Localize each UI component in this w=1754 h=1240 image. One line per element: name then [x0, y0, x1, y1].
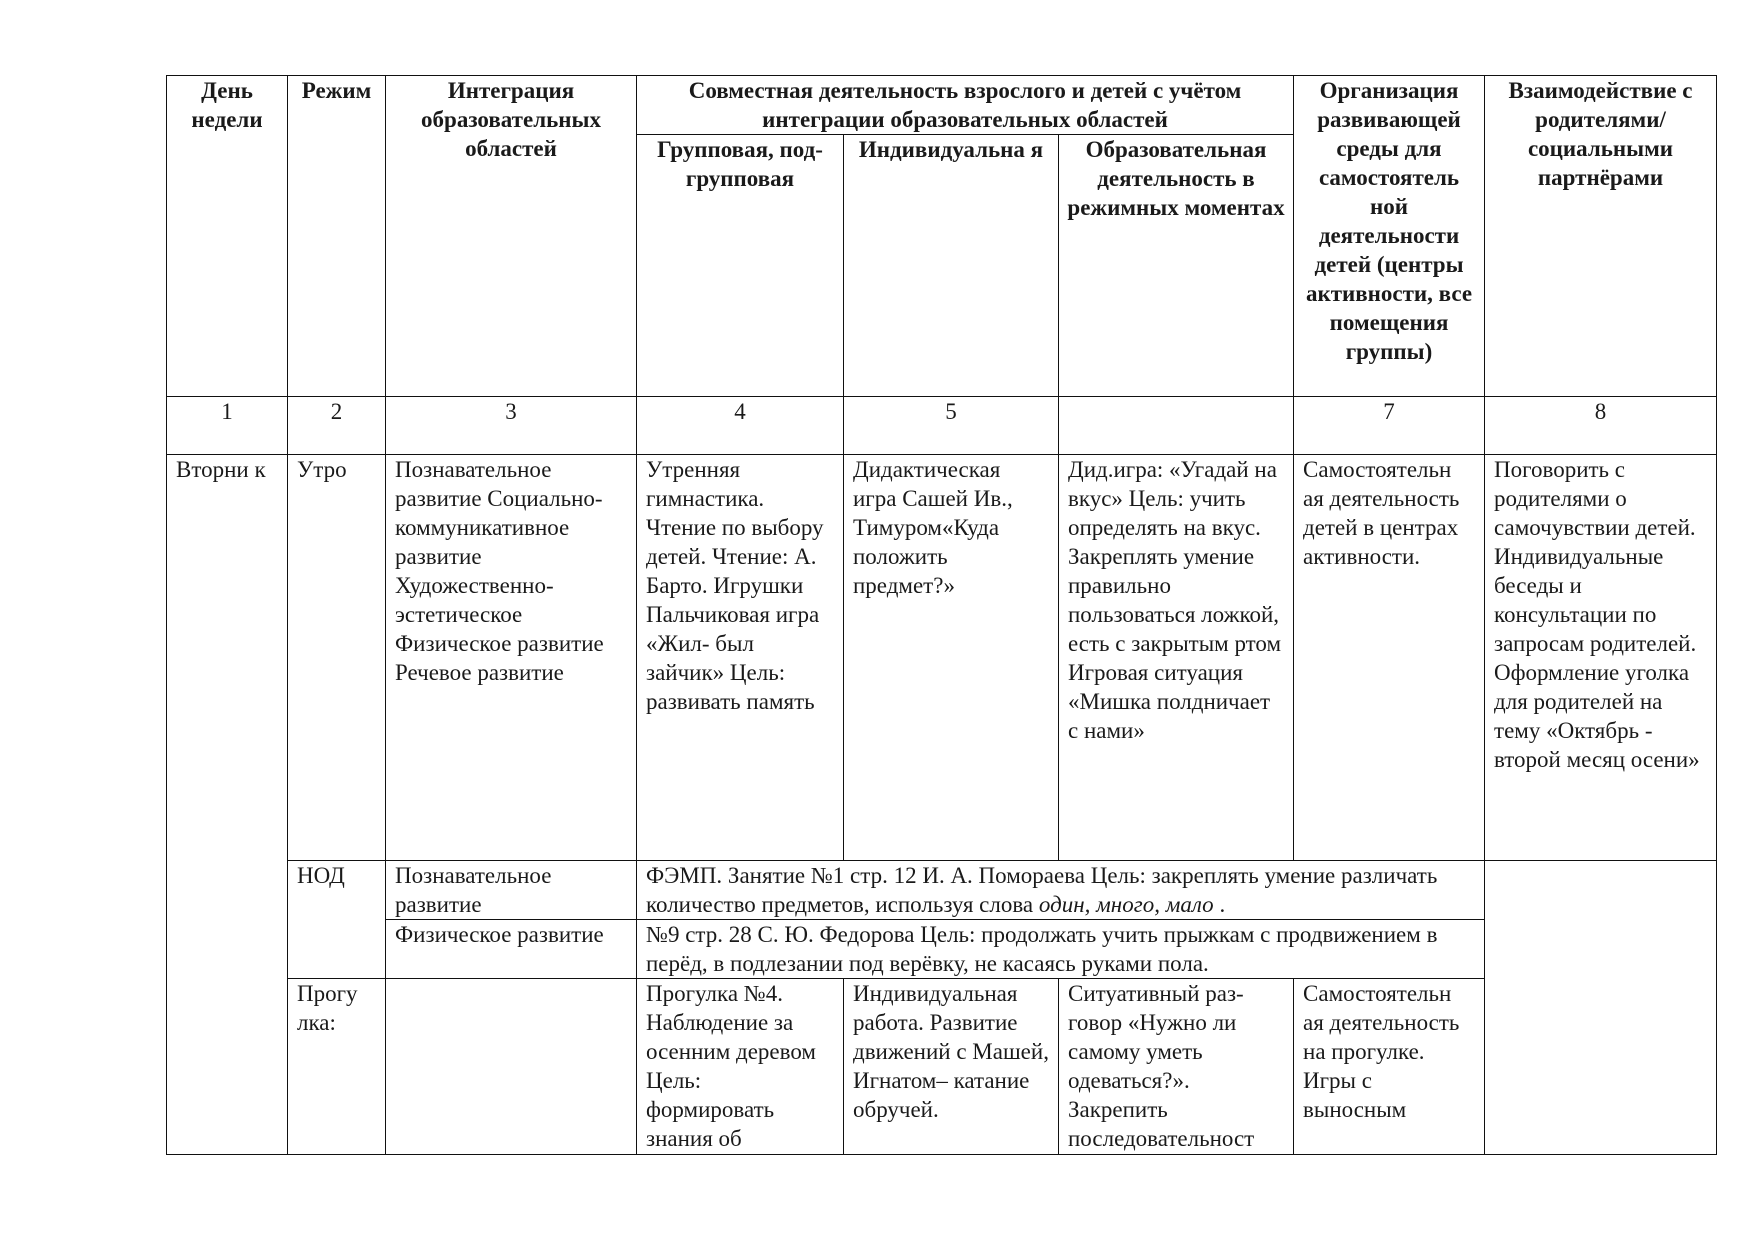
morning-parents: Поговорить с родителями о самочувствии детей. Индивидуальные беседы и консультации по запросам родителей. Оформление уголка для родителей на тему «Октябрь - второй месяц осени»	[1485, 455, 1717, 861]
header-parents: Взаимодействие с родителями/ социальными партнёрами	[1485, 76, 1717, 397]
header-regime-moments: Образовательная деятельность в режимных моментах	[1059, 135, 1294, 397]
nod-item2-area: Физическое развитие	[386, 920, 637, 979]
column-number-row	[167, 397, 1717, 455]
row-nod-1	[167, 861, 1717, 920]
walk-regime-text: Прогу лка:	[297, 981, 358, 1035]
col-number-3: 3	[386, 397, 637, 455]
header-day: День недели	[167, 76, 288, 397]
day-name: Вторни к	[167, 455, 288, 1155]
header-row	[167, 76, 1717, 135]
walk-group-text: Прогулка №4. Наблюдение за осенним деревом Цель: формировать знания об	[646, 981, 816, 1151]
row-walk	[167, 979, 1717, 1155]
col-number-8: 8	[1485, 397, 1717, 455]
walk-integration-text	[395, 979, 627, 1153]
walk-regime	[288, 979, 386, 1155]
row-morning	[167, 455, 1717, 861]
walk-individual	[844, 979, 1059, 1155]
morning-integration: Познавательное развитие Социально-коммуникативное развитие Художественно-эстетическое Физическое развитие Речевое развитие	[386, 455, 637, 861]
morning-environment: Самостоятельн ая деятельность детей в центрах активности.	[1294, 455, 1485, 861]
header-integration: Интеграция образовательных областей	[386, 76, 637, 397]
morning-regime-moments: Дид.игра: «Угадай на вкус» Цель: учить определять на вкус. Закреплять умение правильно пользоваться ложкой, есть с закрытым ртом Игровая ситуация «Мишка полдничает с нами»	[1059, 455, 1294, 861]
walk-group	[637, 979, 844, 1155]
morning-regime: Утро	[288, 455, 386, 861]
nod-item2-content: №9 стр. 28 С. Ю. Федорова Цель: продолжать учить прыжкам с продвижением в перёд, в подлезании под верёвку, не касаясь руками пола.	[637, 920, 1485, 979]
walk-regime-moments	[1059, 979, 1294, 1155]
col-number-2: 2	[288, 397, 386, 455]
header-regime: Режим	[288, 76, 386, 397]
header-environment: Организация развивающей среды для самостоятель ной деятельности детей (центры активности, все помещения группы)	[1294, 76, 1485, 397]
nod-regime: НОД	[288, 861, 386, 979]
walk-individual-text: Индивидуальная работа. Развитие движений с Машей, Игнатом– катание обручей.	[853, 981, 1049, 1122]
walk-regime-moments-text: Ситуативный раз- говор «Нужно ли самому уметь одеваться?». Закрепить последовательност	[1068, 981, 1255, 1151]
col-number-6	[1059, 397, 1294, 455]
nod-item1-area: Познавательное развитие	[386, 861, 637, 920]
nod-item1-content	[637, 861, 1485, 920]
header-joint-activity: Совместная деятельность взрослого и детей с учётом интеграции образовательных областей	[637, 76, 1294, 135]
col-number-5: 5	[844, 397, 1059, 455]
nod-item1-end: .	[1213, 892, 1226, 917]
row-nod-2	[167, 920, 1717, 979]
plan-table	[166, 75, 1717, 1155]
header-group: Групповая, под- групповая	[637, 135, 844, 397]
col-number-4: 4	[637, 397, 844, 455]
col-number-7: 7	[1294, 397, 1485, 455]
col-number-1: 1	[167, 397, 288, 455]
walk-integration	[386, 979, 637, 1155]
nod-item1-text: ФЭМП. Занятие №1 стр. 12 И. А. Помораева Цель: закреплять умение различать количество предметов, используя слова	[646, 863, 1438, 917]
nod-item1-italic: один, много, мало	[1038, 892, 1214, 917]
walk-environment-text: Самостоятельн ая деятельность на прогулке. Игры с выносным	[1303, 981, 1460, 1122]
morning-group: Утренняя гимнастика. Чтение по выбору детей. Чтение: А. Барто. Игрушки Пальчиковая игра «Жил- был зайчик» Цель: развивать память	[637, 455, 844, 861]
walk-environment	[1294, 979, 1485, 1155]
morning-individual: Дидактическая игра Сашей Ив., Тимуром«Куда положить предмет?»	[844, 455, 1059, 861]
header-individual: Индивидуальна я	[844, 135, 1059, 397]
parents-empty-cell	[1485, 861, 1717, 1155]
